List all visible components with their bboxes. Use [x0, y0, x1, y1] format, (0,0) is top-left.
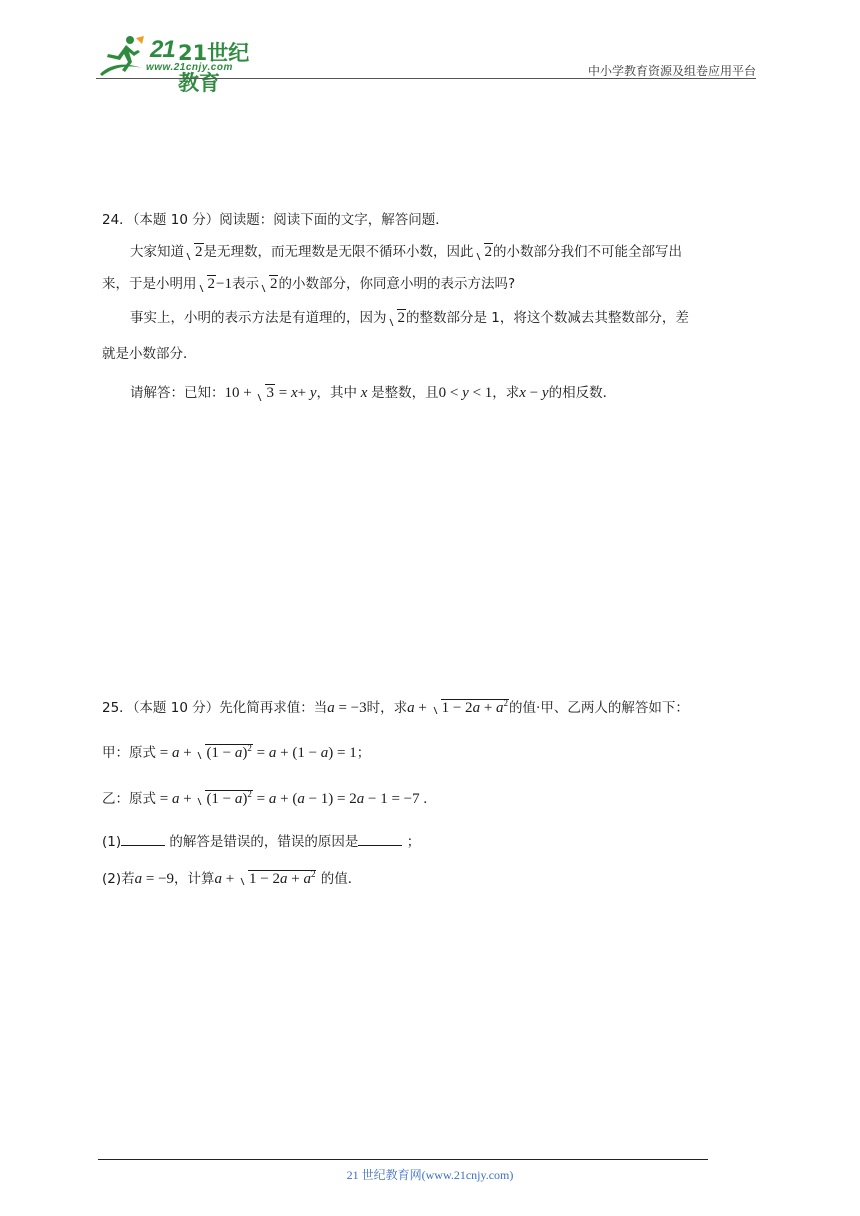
q24-number: 24． — [102, 212, 133, 228]
q24-title: 阅读题：阅读下面的文字，解答问题． — [219, 212, 449, 228]
q24-p2-text-b: 表示 — [231, 276, 259, 292]
yi-label: 乙：原式 — [102, 791, 156, 807]
q24-points: （本题 10 分） — [132, 212, 220, 228]
q24-paragraph-line-2 — [102, 272, 515, 293]
sqrt-2-minus-1-expr: 2 — [198, 276, 217, 293]
site-logo — [96, 34, 256, 95]
sqrt-2-expr: 2 — [260, 276, 279, 293]
q25-intro-b: 时，求 — [366, 700, 408, 716]
math-minus-one: −1 — [216, 276, 232, 292]
sqrt-1-minus-a-squared: $(1 - a)^2$ — [196, 789, 252, 808]
answer-blank-1[interactable] — [121, 833, 165, 846]
yi-math: = a + — [156, 791, 196, 807]
sqrt-1-minus-a-squared: $(1 - a)^2$ — [196, 743, 252, 762]
sqrt-1-2a-a2-expr: $1 - 2a + a^2$ — [432, 698, 509, 717]
sqrt-3-expr: 3 — [256, 385, 275, 402]
q25-subquestion-2 — [102, 867, 361, 888]
q24-p2-text-a: 来，于是小明用 — [102, 276, 197, 292]
q24-heading — [102, 208, 449, 228]
condition-a-eq-neg9: a = −9 — [134, 871, 175, 887]
equation-10-plus-sqrt3: 10 + — [224, 385, 256, 401]
equation-rhs: = x+ y — [274, 385, 317, 401]
logo-number: 21 — [150, 36, 175, 63]
q24-paragraph-line-4: 就是小数部分． — [102, 346, 197, 362]
runner-logo-icon — [96, 34, 146, 78]
sqrt-1-2a-a2-expr: $1 - 2a + a^2$ — [239, 869, 316, 888]
q24-task-line — [130, 381, 616, 402]
subq2-text-a: ，计算 — [174, 871, 215, 887]
q24-p1-text-c: 的小数部分我们不可能全部写出 — [493, 244, 682, 260]
q24-p1-text-a: 大家知道 — [130, 244, 184, 260]
logo-url: www.21cnjy.com — [146, 62, 233, 73]
sqrt-2-expr: 2 — [475, 244, 494, 261]
q25-jia-solution — [102, 741, 370, 762]
q24-task-text-d: ，求 — [492, 385, 520, 401]
q24-task-text-e: 的相反数． — [548, 385, 617, 401]
q24-p3-text-a: 事实上，小明的表示方法是有道理的，因为 — [130, 310, 387, 326]
subq1-end: ； — [402, 834, 421, 850]
q25-number: 25． — [102, 700, 133, 716]
footer-divider — [98, 1159, 708, 1160]
subq1-number: (1) — [102, 834, 122, 850]
yi-result: = a + (a − 1) = 2a − 1 = −7 . — [252, 791, 428, 807]
logo-text: 21世纪教育 — [178, 41, 250, 95]
jia-label: 甲：原式 — [102, 745, 156, 761]
semicolon: ； — [356, 745, 371, 761]
q25-yi-solution — [102, 787, 427, 808]
q24-task-text-a: 请解答：已知： — [130, 385, 225, 401]
header-divider — [96, 78, 756, 79]
q25-points: （本题 10 分） — [132, 700, 220, 716]
sqrt-2-expr: 2 — [388, 310, 407, 327]
footer-site-link[interactable]: 21 世纪教育网(www.21cnjy.com) — [346, 1168, 514, 1182]
sqrt-2-expr: 2 — [185, 244, 204, 261]
q25-intro-a: 先化简再求值：当 — [219, 700, 328, 716]
expr-x-minus-y: x − y — [519, 385, 549, 401]
jia-math: = a + — [156, 745, 196, 761]
inequality-y: 0 < y < 1 — [438, 385, 493, 401]
answer-blank-2[interactable] — [358, 833, 402, 846]
expr-a-plus-root-2: a + — [214, 871, 239, 887]
subq2-number: (2)若 — [102, 871, 135, 887]
subq1-text: 的解答是错误的，错误的原因是 — [165, 834, 359, 850]
q24-task-text-c: 是整数，且 — [371, 385, 439, 401]
expr-a-plus-root: a + — [407, 700, 431, 716]
var-x: x — [357, 385, 372, 401]
q24-paragraph-line-3 — [130, 306, 689, 327]
q24-paragraph-line-1 — [130, 240, 682, 261]
q25-heading — [102, 696, 689, 717]
q24-p1-text-b: 是无理数，而无理数是无限不循环小数，因此 — [203, 244, 474, 260]
q24-p3-text-b: 的整数部分是 1，将这个数减去其整数部分，差 — [406, 310, 689, 326]
q25-intro-c: 的值·甲、乙两人的解答如下： — [509, 700, 689, 716]
jia-result: = a + (1 − a) = 1 — [252, 745, 357, 761]
condition-a-eq-neg3: a = −3 — [327, 700, 367, 716]
subq2-text-b: 的值． — [316, 871, 362, 887]
q24-p2-text-c: 的小数部分，你同意小明的表示方法吗? — [278, 276, 516, 292]
q24-task-text-b: ，其中 — [316, 385, 357, 401]
q25-subquestion-1 — [102, 830, 420, 850]
header-platform-text: 中小学教育资源及组卷应用平台 — [587, 64, 756, 78]
